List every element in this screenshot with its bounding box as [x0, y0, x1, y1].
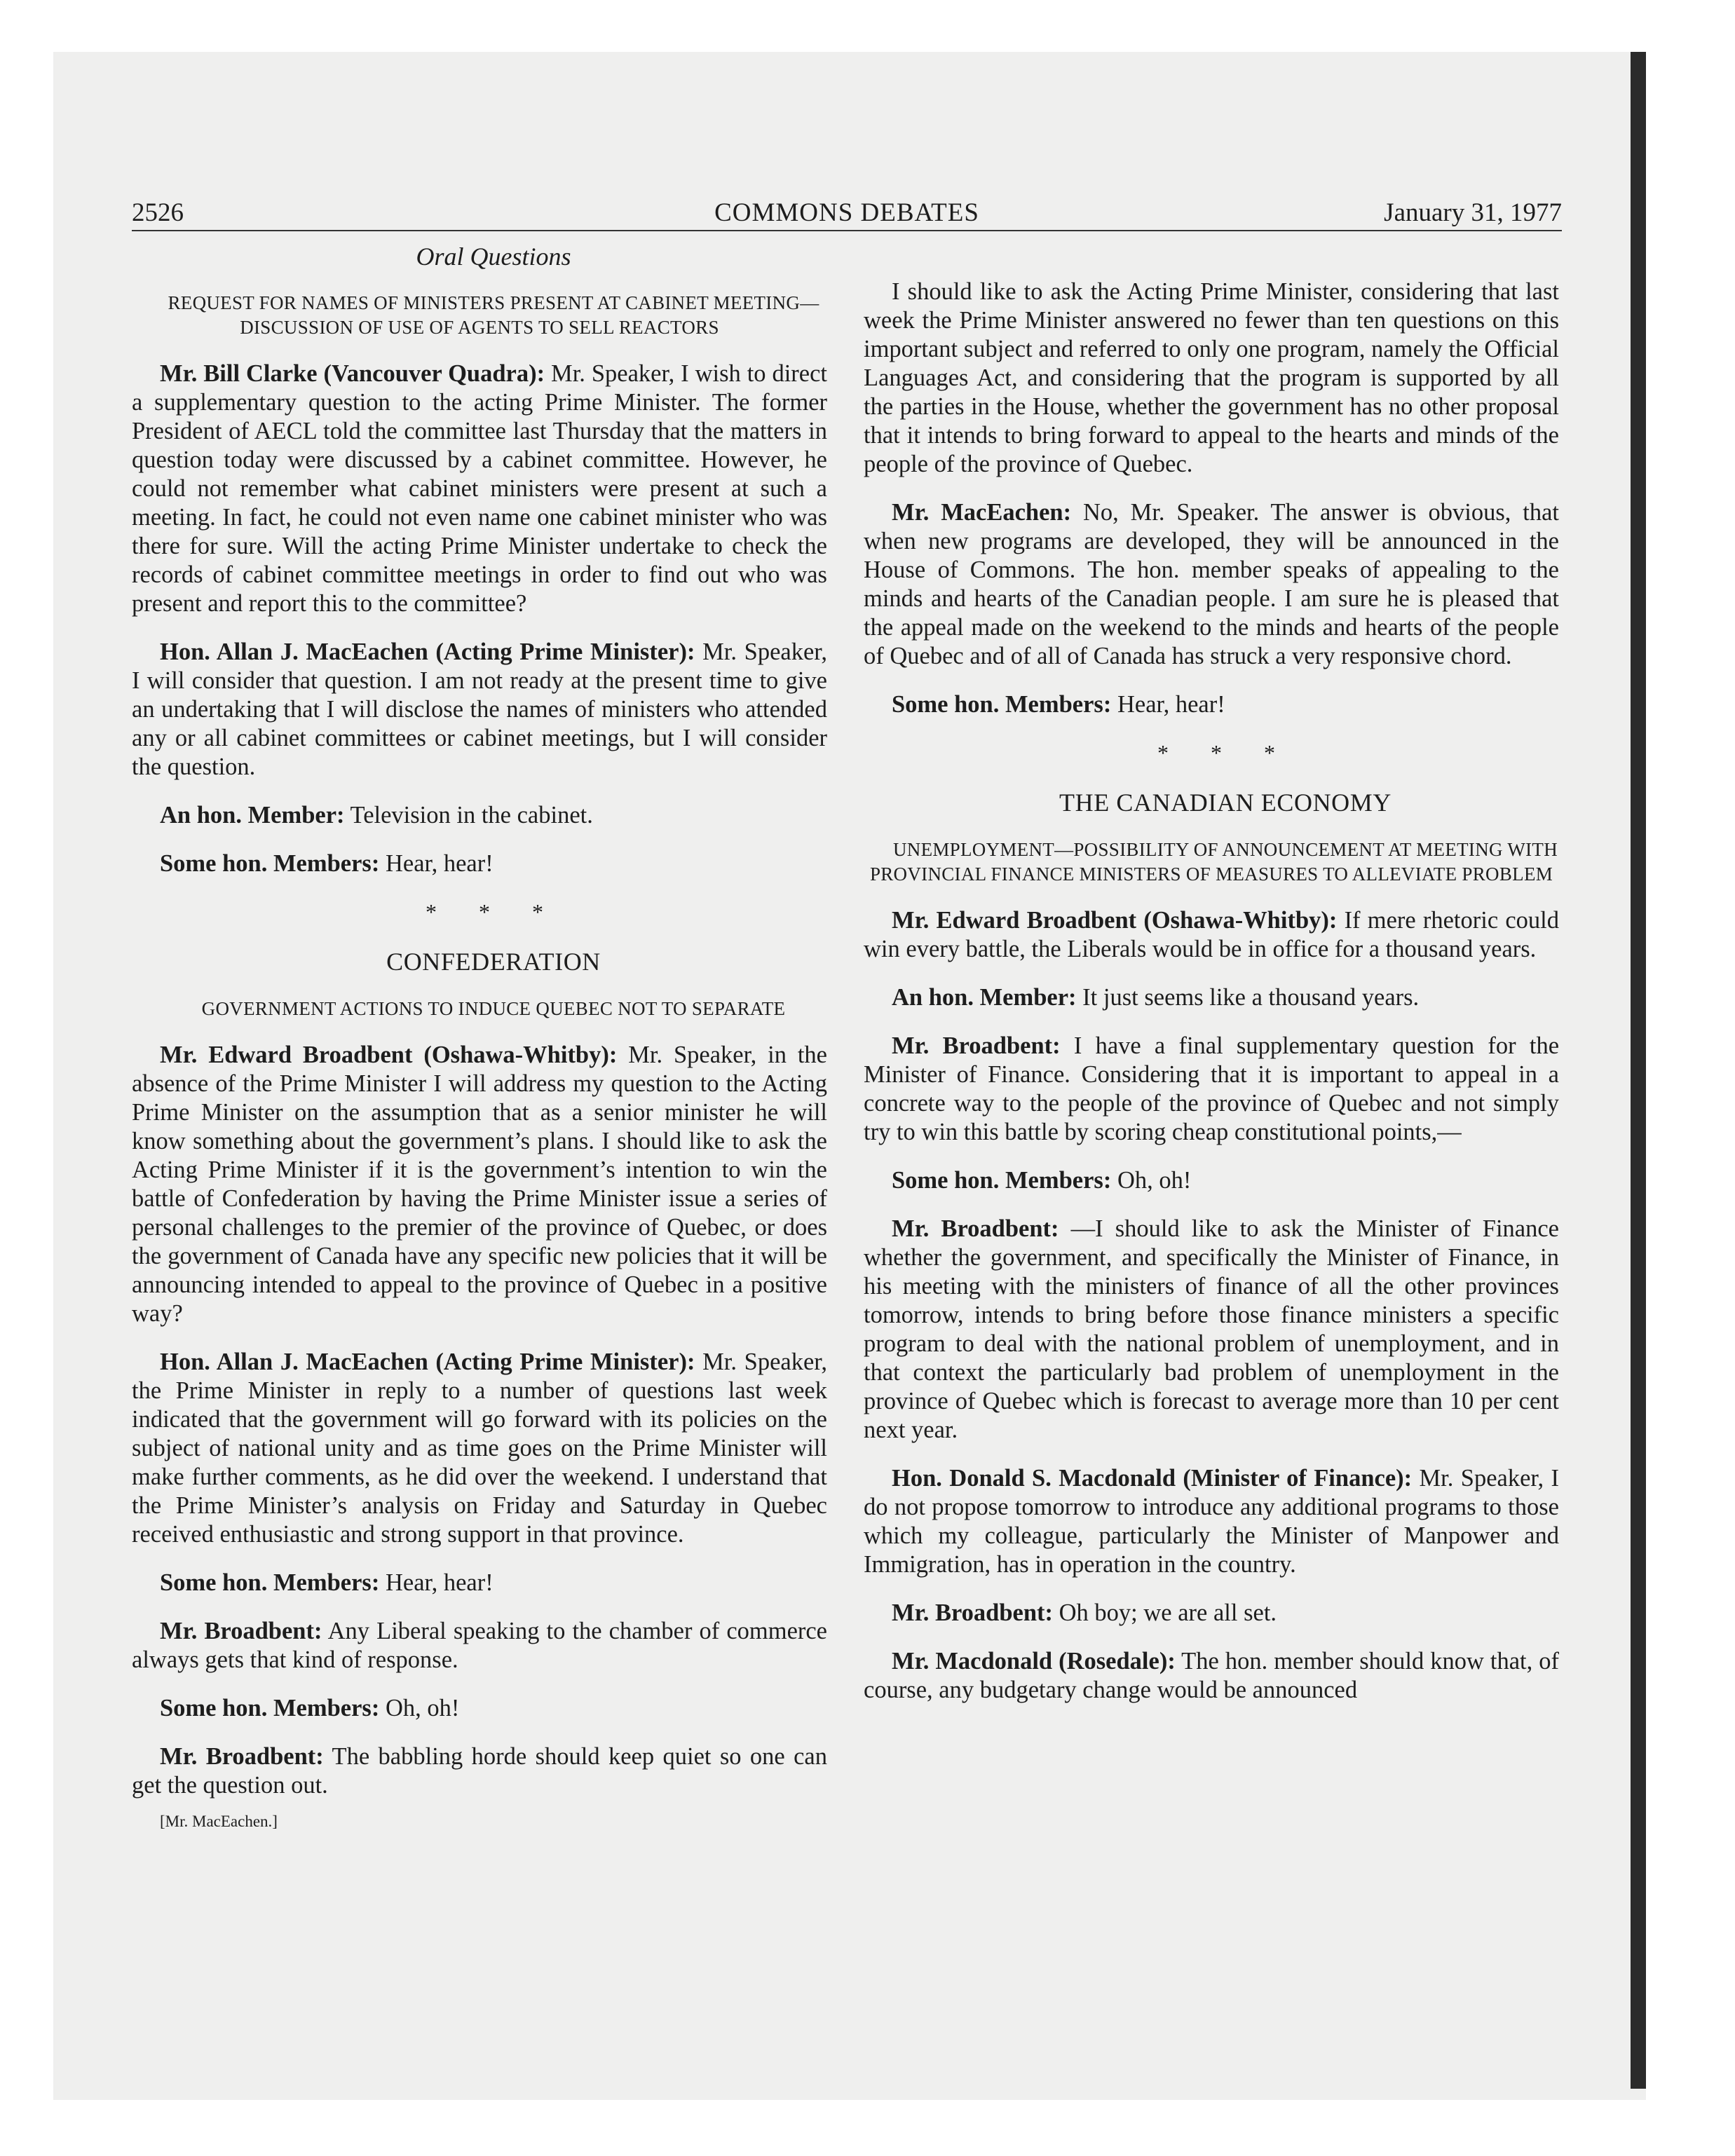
subheading-oral-questions: Oral Questions: [416, 243, 571, 271]
speaker-name: An hon. Member:: [160, 802, 345, 828]
speech-broadbent-4: [864, 906, 1559, 964]
speech-members-1: [132, 850, 827, 878]
speech-text: Television in the cabinet.: [344, 802, 593, 828]
speaker-name: Mr. Macdonald (Rosedale):: [892, 1648, 1176, 1674]
speaker-name: Mr. Broadbent:: [160, 1743, 324, 1770]
speech-text: Mr. Speaker, I wish to direct a supplementary question to the acting Prime Minister. The former President of AECL told the committee last Thursday that the matters in question today were discussed by a cabinet committee. However, he could not remember what cabinet ministers were present at such a meeting. In fact, he could not even name one cabinet minister who was there for sure. Will the acting Prime Minister undertake to check the records of cabinet committee meetings in order to find out who was present and report this to the committee?: [132, 360, 827, 617]
topic-heading-reactors: REQUEST FOR NAMES OF MINISTERS PRESENT AT CABINET MEETING—DISCUSSION OF USE OF AGENTS TO SELL REACTORS: [168, 292, 819, 338]
section-title-confederation: CONFEDERATION: [386, 948, 601, 976]
speech-text: Mr. Speaker, I do not propose tomorrow to introduce any additional programs to those which my colleague, particularly the Minister of Manpower and Immigration, has in operation in the country.: [864, 1465, 1560, 1578]
speech-hon-member-2: [864, 983, 1559, 1012]
speech-broadbent-7: [864, 1599, 1559, 1628]
speech-text: It just seems like a thousand years.: [1076, 984, 1420, 1011]
speech-macdonald-2: [864, 1647, 1559, 1705]
speech-text: Oh boy; we are all set.: [1053, 1599, 1277, 1626]
footnote-speaker: [Mr. MacEachen.]: [160, 1813, 278, 1830]
speaker-name: An hon. Member:: [892, 984, 1077, 1011]
speech-maceachen-1: [132, 638, 827, 782]
speaker-name: Some hon. Members:: [160, 850, 380, 877]
speech-broadbent-continued: I should like to ask the Acting Prime Minister, considering that last week the Prime Minister answered no fewer than ten questions on this important subject and referred to only one program, namely the Official Languages Act, and considering that the program is supported by all the parties in the House, whether the government has no other proposal that it intends to bring forward to appeal to the hearts and minds of the people of the province of Quebec.: [864, 278, 1559, 477]
speech-text: Oh, oh!: [379, 1695, 460, 1721]
speech-broadbent-1: [132, 1041, 827, 1328]
section-separator: * * *: [1157, 740, 1293, 765]
speech-members-5: [864, 1166, 1559, 1195]
speech-clarke: [132, 360, 827, 618]
speech-hon-member: [132, 801, 827, 830]
speaker-name: Mr. Broadbent:: [892, 1215, 1059, 1242]
speaker-name: Some hon. Members:: [892, 691, 1112, 718]
speech-text: I have a final supplementary question for the Minister of Finance. Considering that it is important to appeal in a concrete way to the people of the province of Quebec and not simply try to win this battle by scoring cheap constitutional points,—: [864, 1032, 1560, 1145]
speaker-name: Some hon. Members:: [160, 1695, 380, 1721]
speaker-name: Mr. Edward Broadbent (Oshawa-Whitby):: [892, 907, 1338, 934]
page-header: [132, 196, 1562, 230]
speech-members-4: [864, 690, 1559, 719]
speech-text: Hear, hear!: [379, 1569, 494, 1596]
speaker-name: Mr. Bill Clarke (Vancouver Quadra):: [160, 360, 545, 387]
speech-text: The babbling horde should keep quiet so one can get the question out.: [132, 1743, 827, 1799]
section-separator: * * *: [426, 899, 562, 925]
speech-members-3: [132, 1694, 827, 1723]
speech-text: Mr. Speaker, I will consider that question. I am not ready at the present time to give an undertaking that I will disclose the names of ministers who attended any or all cabinet committees or cabinet meetings, but I will consider the question.: [132, 639, 828, 780]
speaker-name: Mr. Broadbent:: [892, 1599, 1054, 1626]
speech-text: Hear, hear!: [379, 850, 494, 877]
speech-text: No, Mr. Speaker. The answer is obvious, that when new programs are developed, they will be announced in the House of Commons. The hon. member speaks of appealing to the minds and hearts of the Canadian people. I am sure he is pleased that the appeal made on the weekend to the minds and hearts of the people of Quebec and of all of Canada has struck a very responsive chord.: [864, 499, 1559, 669]
header-rule: [132, 230, 1562, 231]
speech-text: Mr. Speaker, in the absence of the Prime Minister I will address my question to the Acting Prime Minister on the assumption that as a senior minister he will know something about the government’s plans. I should like to ask the Acting Prime Minister if it is the government’s intention to win the battle of Confederation by having the Prime Minister issue a series of personal challenges to the premier of the province of Quebec, or does the government of Canada have any specific new policies that it will be announcing intended to appeal to the province of Quebec in a positive way?: [132, 1042, 827, 1327]
speech-maceachen-3: [864, 498, 1559, 671]
speaker-name: Hon. Allan J. MacEachen (Acting Prime Minister):: [160, 639, 695, 665]
topic-heading-quebec: GOVERNMENT ACTIONS TO INDUCE QUEBEC NOT TO SEPARATE: [201, 998, 786, 1019]
speech-maceachen-2: [132, 1348, 827, 1549]
speech-text: If mere rhetoric could win every battle, the Liberals would be in office for a thousand years.: [864, 907, 1560, 962]
page-date: January 31, 1977: [1384, 198, 1562, 227]
speech-text: Oh, oh!: [1111, 1167, 1192, 1194]
speaker-name: Some hon. Members:: [892, 1167, 1112, 1194]
speech-broadbent-5: [864, 1032, 1559, 1147]
speaker-name: Mr. Broadbent:: [892, 1032, 1061, 1059]
speech-broadbent-2: [132, 1617, 827, 1674]
speech-text: The hon. member should know that, of course, any budgetary change would be announced: [864, 1648, 1559, 1703]
section-title-economy: THE CANADIAN ECONOMY: [1059, 789, 1392, 817]
page-number: 2526: [132, 198, 184, 227]
speech-broadbent-6: [864, 1215, 1559, 1445]
speech-text: Hear, hear!: [1111, 691, 1225, 718]
scan-edge-shadow: [1631, 52, 1646, 2089]
left-column: [132, 243, 827, 1855]
speaker-name: Some hon. Members:: [160, 1569, 380, 1596]
speaker-name: Mr. MacEachen:: [892, 499, 1072, 526]
topic-heading-unemployment: UNEMPLOYMENT—POSSIBILITY OF ANNOUNCEMENT AT MEETING WITH PROVINCIAL FINANCE MINISTERS OF MEASURES TO ALLEVIATE PROBLEM: [869, 839, 1558, 885]
speaker-name: Mr. Edward Broadbent (Oshawa-Whitby):: [160, 1042, 618, 1068]
speech-broadbent-3: [132, 1742, 827, 1800]
speech-macdonald-1: [864, 1464, 1559, 1579]
speech-text: Any Liberal speaking to the chamber of commerce always gets that kind of response.: [132, 1618, 827, 1673]
speech-text: Mr. Speaker, the Prime Minister in reply to a number of questions last week indicated that the government will go forward with its policies on the subject of national unity and as time goes on the Prime Minister will make further comments, as he did over the weekend. I understand that the Prime Minister’s analysis on Friday and Saturday in Quebec received enthusiastic and strong support in that province.: [132, 1349, 828, 1548]
publication-title: COMMONS DEBATES: [714, 198, 979, 227]
speaker-name: Hon. Allan J. MacEachen (Acting Prime Minister):: [160, 1349, 695, 1375]
speech-text: —I should like to ask the Minister of Finance whether the government, and specifically the Minister of Finance, in his meeting with the ministers of finance of all the other provinces tomorrow, intends to bring before those finance ministers a specific program to deal with the national problem of unemployment, and in that context the particularly bad problem of unemployment in the province of Quebec which is forecast to average more than 10 per cent next year.: [864, 1215, 1559, 1443]
speaker-name: Mr. Broadbent:: [160, 1618, 322, 1644]
speech-members-2: [132, 1569, 827, 1597]
speaker-name: Hon. Donald S. Macdonald (Minister of Finance):: [892, 1465, 1413, 1492]
right-column: [864, 278, 1559, 1724]
